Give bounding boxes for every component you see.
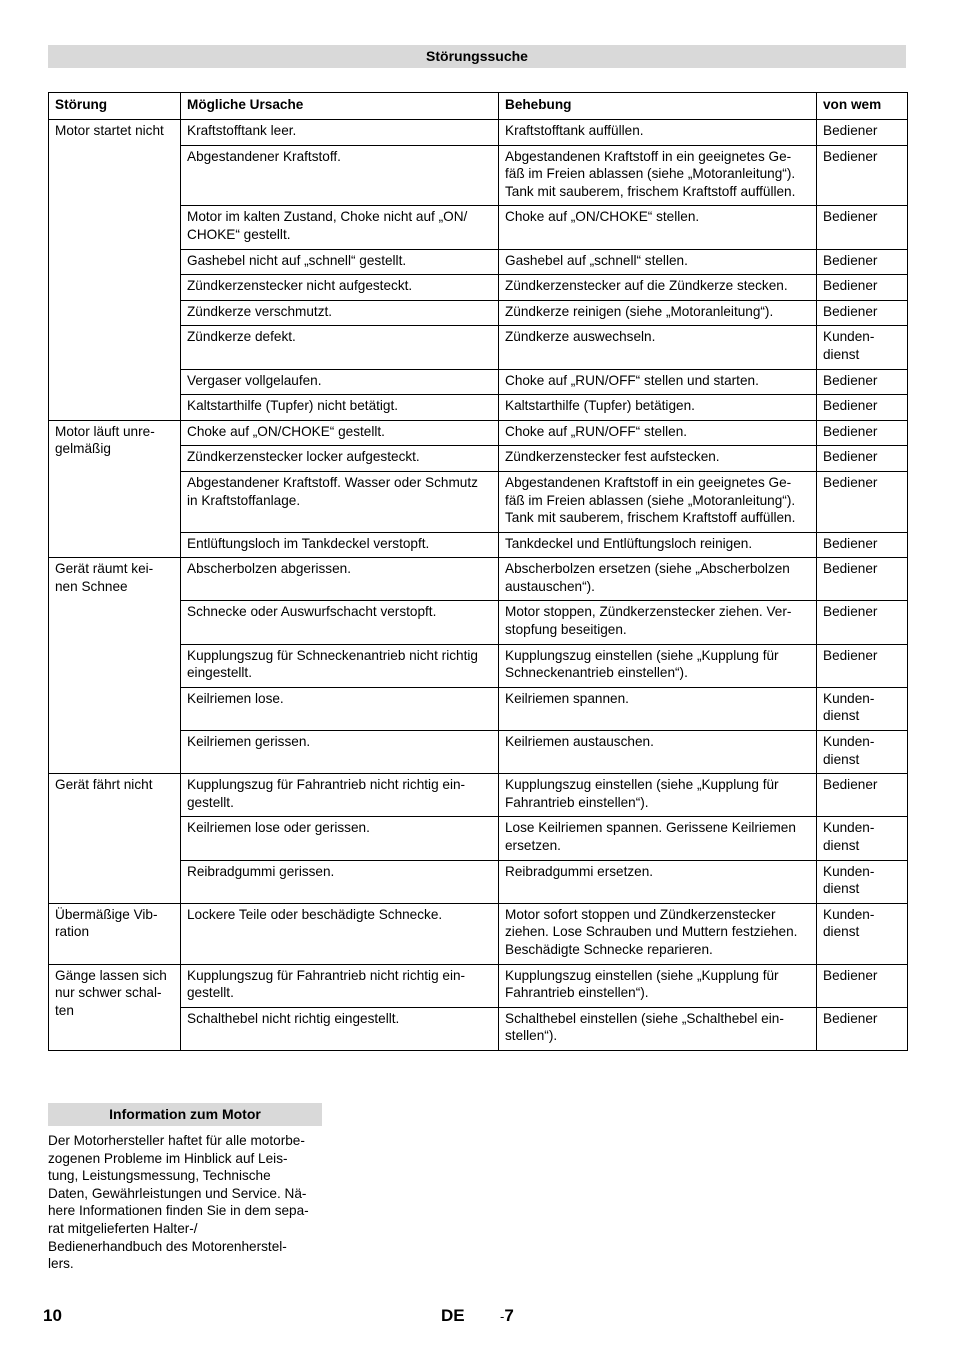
cause-cell: Schalthebel nicht richtig eingestellt. bbox=[181, 1007, 499, 1050]
responsible-cell: Bediener bbox=[817, 145, 908, 206]
remedy-cell: Kupplungszug einstellen (siehe „Kupplung für Schneckenantrieb einstellen“). bbox=[499, 644, 817, 687]
table-row bbox=[49, 903, 908, 964]
cause-cell: Kupplungszug für Fahrantrieb nicht richtig ein- gestellt. bbox=[181, 964, 499, 1007]
problem-cell: Motor startet nicht bbox=[49, 120, 181, 421]
cause-cell: Kraftstofftank leer. bbox=[181, 120, 499, 146]
problem-cell: Gerät räumt kei- nen Schnee bbox=[49, 558, 181, 774]
remedy-cell: Reibradgummi ersetzen. bbox=[499, 860, 817, 903]
table-row bbox=[49, 964, 908, 1007]
remedy-cell: Lose Keilriemen spannen. Gerissene Keilriemen ersetzen. bbox=[499, 817, 817, 860]
cause-cell: Entlüftungsloch im Tankdeckel verstopft. bbox=[181, 532, 499, 558]
remedy-cell: Abgestandenen Kraftstoff in ein geeignetes Ge- fäß im Freien ablassen (siehe „Motoranleitung“). Tank mit sauberem, frischem Kraftstoff auffüllen. bbox=[499, 471, 817, 532]
problem-cell: Übermäßige Vib- ration bbox=[49, 903, 181, 964]
remedy-cell: Choke auf „RUN/OFF“ stellen und starten. bbox=[499, 369, 817, 395]
remedy-cell: Choke auf „RUN/OFF“ stellen. bbox=[499, 420, 817, 446]
remedy-cell: Motor stoppen, Zündkerzenstecker ziehen. Ver- stopfung beseitigen. bbox=[499, 601, 817, 644]
section-title: Störungssuche bbox=[48, 45, 906, 68]
problem-cell: Gerät fährt nicht bbox=[49, 774, 181, 904]
responsible-cell: Bediener bbox=[817, 1007, 908, 1050]
cause-cell: Kaltstarthilfe (Tupfer) nicht betätigt. bbox=[181, 395, 499, 421]
remedy-cell: Keilriemen austauschen. bbox=[499, 731, 817, 774]
sub-page-value: 7 bbox=[504, 1306, 514, 1325]
sub-page-dash: - bbox=[500, 1309, 505, 1324]
responsible-cell: Bediener bbox=[817, 395, 908, 421]
motor-info-text: Der Motorhersteller haftet für alle motorbe- zogenen Probleme im Hinblick auf Leis- tung, Leistungsmessung, Technische Daten, Gewährleistungen und Service. Nä- here Informationen finden Sie in dem sepa- rat mitgelieferten Halter-/ Bedienerhandbuch des Motorenherstel- lers. bbox=[48, 1133, 309, 1272]
cause-cell: Keilriemen lose. bbox=[181, 687, 499, 730]
table-row bbox=[49, 120, 908, 146]
responsible-cell: Kunden- dienst bbox=[817, 860, 908, 903]
responsible-cell: Kunden- dienst bbox=[817, 903, 908, 964]
language-code: DE bbox=[441, 1306, 465, 1325]
troubleshooting-table bbox=[48, 92, 908, 1051]
remedy-cell: Zündkerze auswechseln. bbox=[499, 326, 817, 369]
responsible-cell: Kunden- dienst bbox=[817, 817, 908, 860]
responsible-cell: Bediener bbox=[817, 446, 908, 472]
responsible-cell: Bediener bbox=[817, 774, 908, 817]
cause-cell: Keilriemen gerissen. bbox=[181, 731, 499, 774]
cause-cell: Kupplungszug für Fahrantrieb nicht richtig ein- gestellt. bbox=[181, 774, 499, 817]
cause-cell: Zündkerze verschmutzt. bbox=[181, 300, 499, 326]
cause-cell: Zündkerze defekt. bbox=[181, 326, 499, 369]
remedy-cell: Keilriemen spannen. bbox=[499, 687, 817, 730]
remedy-cell: Zündkerzenstecker fest aufstecken. bbox=[499, 446, 817, 472]
responsible-cell: Bediener bbox=[817, 532, 908, 558]
cause-cell: Abgestandener Kraftstoff. Wasser oder Schmutz in Kraftstoffanlage. bbox=[181, 471, 499, 532]
responsible-cell: Bediener bbox=[817, 206, 908, 249]
responsible-cell: Bediener bbox=[817, 420, 908, 446]
remedy-cell: Abgestandenen Kraftstoff in ein geeignetes Ge- fäß im Freien ablassen (siehe „Motoranleitung“). Tank mit sauberem, frischem Kraftstoff auffüllen. bbox=[499, 145, 817, 206]
header-problem: Störung bbox=[49, 93, 181, 120]
responsible-cell: Kunden- dienst bbox=[817, 687, 908, 730]
header-cause: Mögliche Ursache bbox=[181, 93, 499, 120]
remedy-cell: Kupplungszug einstellen (siehe „Kupplung für Fahrantrieb einstellen“). bbox=[499, 964, 817, 1007]
responsible-cell: Bediener bbox=[817, 964, 908, 1007]
cause-cell: Abgestandener Kraftstoff. bbox=[181, 145, 499, 206]
table-body bbox=[49, 120, 908, 1051]
header-remedy: Behebung bbox=[499, 93, 817, 120]
remedy-cell: Abscherbolzen ersetzen (siehe „Abscherbolzen austauschen“). bbox=[499, 558, 817, 601]
cause-cell: Zündkerzenstecker locker aufgesteckt. bbox=[181, 446, 499, 472]
responsible-cell: Bediener bbox=[817, 369, 908, 395]
cause-cell: Choke auf „ON/CHOKE“ gestellt. bbox=[181, 420, 499, 446]
cause-cell: Keilriemen lose oder gerissen. bbox=[181, 817, 499, 860]
responsible-cell: Bediener bbox=[817, 601, 908, 644]
responsible-cell: Bediener bbox=[817, 471, 908, 532]
remedy-cell: Kaltstarthilfe (Tupfer) betätigen. bbox=[499, 395, 817, 421]
cause-cell: Zündkerzenstecker nicht aufgesteckt. bbox=[181, 275, 499, 301]
responsible-cell: Kunden- dienst bbox=[817, 326, 908, 369]
problem-cell: Gänge lassen sich nur schwer schal- ten bbox=[49, 964, 181, 1050]
cause-cell: Reibradgummi gerissen. bbox=[181, 860, 499, 903]
responsible-cell: Bediener bbox=[817, 249, 908, 275]
remedy-cell: Choke auf „ON/CHOKE“ stellen. bbox=[499, 206, 817, 249]
page-number: 10 bbox=[43, 1306, 62, 1325]
cause-cell: Gashebel nicht auf „schnell“ gestellt. bbox=[181, 249, 499, 275]
table-row bbox=[49, 420, 908, 446]
remedy-cell: Schalthebel einstellen (siehe „Schalthebel ein- stellen“). bbox=[499, 1007, 817, 1050]
table-row bbox=[49, 774, 908, 817]
motor-info-heading: Information zum Motor bbox=[48, 1103, 322, 1126]
cause-cell: Lockere Teile oder beschädigte Schnecke. bbox=[181, 903, 499, 964]
remedy-cell: Zündkerze reinigen (siehe „Motoranleitung“). bbox=[499, 300, 817, 326]
responsible-cell: Bediener bbox=[817, 558, 908, 601]
table-row bbox=[49, 558, 908, 601]
problem-cell: Motor läuft unre- gelmäßig bbox=[49, 420, 181, 558]
remedy-cell: Tankdeckel und Entlüftungsloch reinigen. bbox=[499, 532, 817, 558]
responsible-cell: Bediener bbox=[817, 120, 908, 146]
table-header-row bbox=[49, 93, 908, 120]
remedy-cell: Zündkerzenstecker auf die Zündkerze stecken. bbox=[499, 275, 817, 301]
cause-cell: Abscherbolzen abgerissen. bbox=[181, 558, 499, 601]
responsible-cell: Bediener bbox=[817, 644, 908, 687]
remedy-cell: Kupplungszug einstellen (siehe „Kupplung für Fahrantrieb einstellen“). bbox=[499, 774, 817, 817]
cause-cell: Kupplungszug für Schneckenantrieb nicht richtig eingestellt. bbox=[181, 644, 499, 687]
responsible-cell: Bediener bbox=[817, 300, 908, 326]
remedy-cell: Kraftstofftank auffüllen. bbox=[499, 120, 817, 146]
cause-cell: Schnecke oder Auswurfschacht verstopft. bbox=[181, 601, 499, 644]
remedy-cell: Motor sofort stoppen und Zündkerzenstecker ziehen. Lose Schrauben und Muttern festziehen. Beschädigte Schnecke reparieren. bbox=[499, 903, 817, 964]
cause-cell: Vergaser vollgelaufen. bbox=[181, 369, 499, 395]
sub-page-number bbox=[500, 1306, 514, 1327]
responsible-cell: Kunden- dienst bbox=[817, 731, 908, 774]
remedy-cell: Gashebel auf „schnell“ stellen. bbox=[499, 249, 817, 275]
cause-cell: Motor im kalten Zustand, Choke nicht auf „ON/ CHOKE“ gestellt. bbox=[181, 206, 499, 249]
responsible-cell: Bediener bbox=[817, 275, 908, 301]
header-by: von wem bbox=[817, 93, 908, 120]
